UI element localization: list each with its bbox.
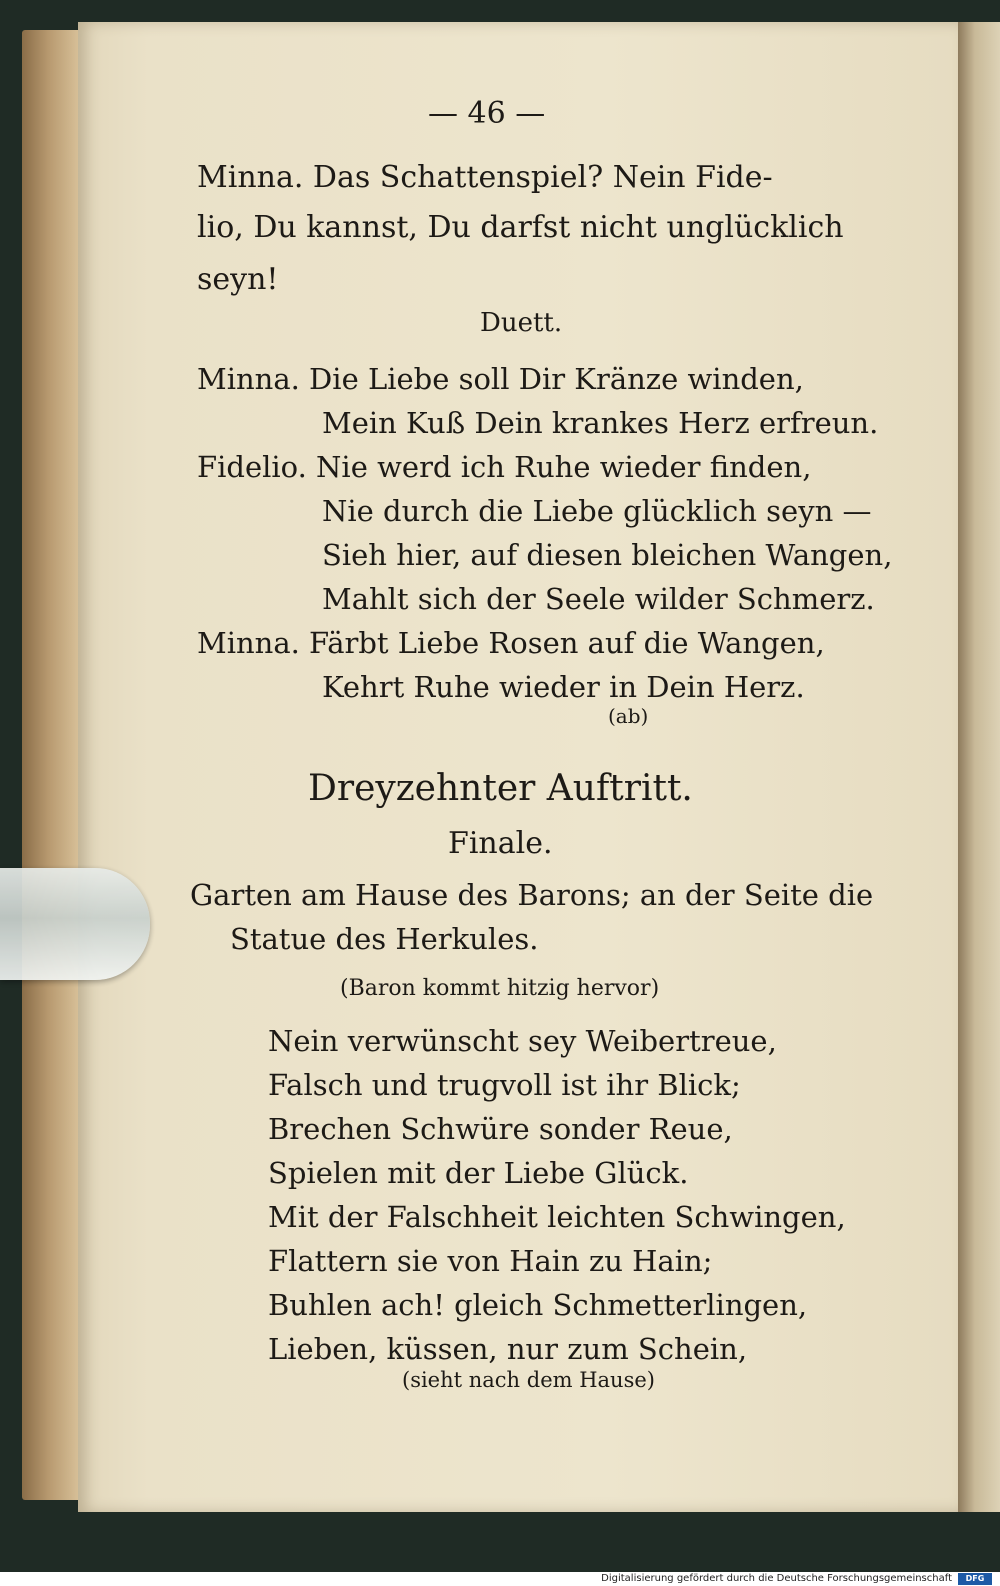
text-line: Garten am Hause des Barons; an der Seite die (190, 878, 874, 912)
text-line: (sieht nach dem Hause) (402, 1368, 655, 1392)
text-line: Buhlen ach! gleich Schmetterlingen, (268, 1288, 808, 1322)
page-number: — 46 — (428, 96, 546, 131)
text-line: Duett. (480, 308, 563, 338)
text-line: Fidelio. Nie werd ich Ruhe wieder finden, (197, 450, 812, 484)
text-line: Falsch und trugvoll ist ihr Blick; (268, 1068, 741, 1102)
text-line: Nein verwünscht sey Weibertreue, (268, 1024, 777, 1058)
text-line: (Baron kommt hitzig hervor) (340, 976, 660, 1001)
text-line: Sieh hier, auf diesen bleichen Wangen, (322, 538, 893, 572)
text-line: Nie durch die Liebe glücklich seyn — (322, 494, 872, 528)
text-line: (ab) (608, 704, 649, 728)
text-line: Lieben, küssen, nur zum Schein, (268, 1332, 748, 1366)
text-line: Mit der Falschheit leichten Schwingen, (268, 1200, 846, 1234)
text-line: Mein Kuß Dein krankes Herz erfreun. (322, 406, 879, 440)
text-line: lio, Du kannst, Du darfst nicht unglücklich (197, 210, 844, 245)
text-line: Spielen mit der Liebe Glück. (268, 1156, 689, 1190)
footer-credit: Digitalisierung gefördert durch die Deutsche Forschungsgemeinschaft (601, 1573, 952, 1584)
text-line: Minna. Die Liebe soll Dir Kränze winden, (197, 362, 804, 396)
next-page-edge (958, 22, 1000, 1512)
text-line: Flattern sie von Hain zu Hain; (268, 1244, 713, 1278)
dfg-logo: DFG (958, 1573, 992, 1585)
page-clip (0, 868, 150, 980)
text-line: Dreyzehnter Auftritt. (308, 768, 693, 809)
text-line: Minna. Färbt Liebe Rosen auf die Wangen, (197, 626, 825, 660)
text-line: seyn! (197, 262, 279, 297)
text-line: Mahlt sich der Seele wilder Schmerz. (322, 582, 875, 616)
text-line: Statue des Herkules. (230, 922, 539, 956)
text-line: Finale. (448, 826, 553, 861)
text-line: Brechen Schwüre sonder Reue, (268, 1112, 733, 1146)
text-line: Kehrt Ruhe wieder in Dein Herz. (322, 670, 805, 704)
text-line: Minna. Das Schattenspiel? Nein Fide- (197, 160, 773, 195)
